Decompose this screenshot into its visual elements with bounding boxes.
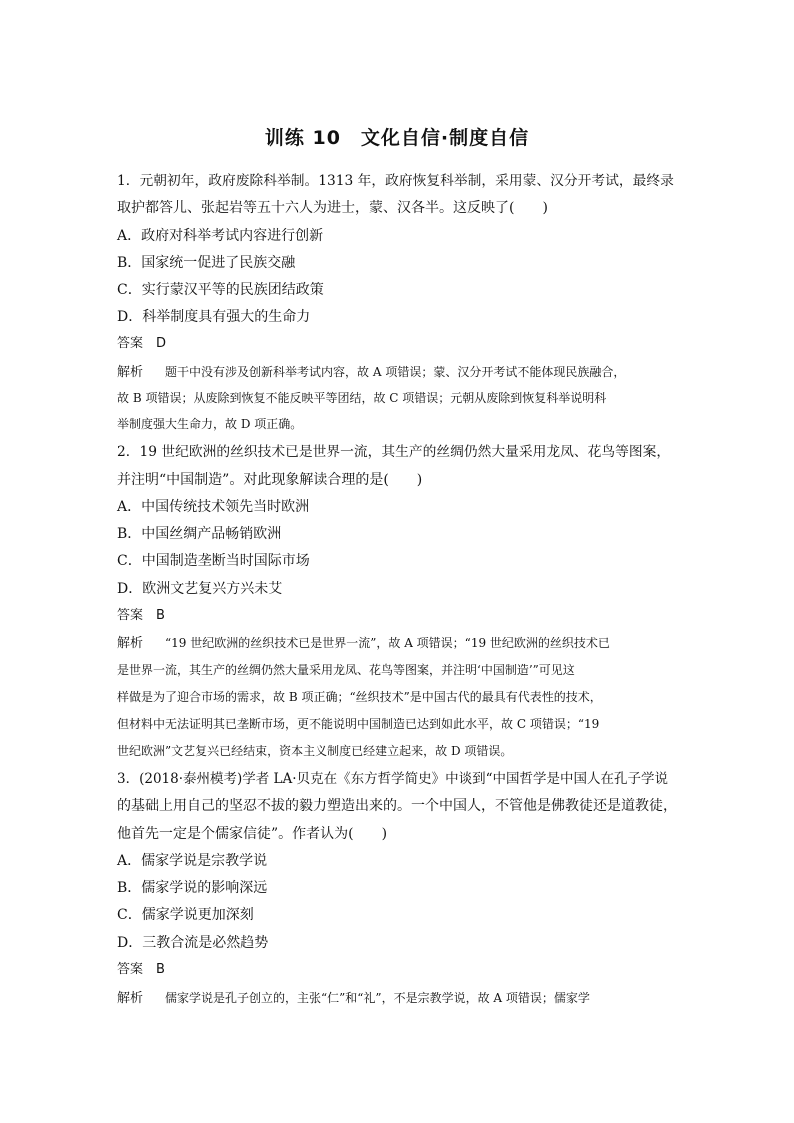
analysis-line [117,989,679,1008]
analysis-text: “19 世纪欧洲的丝织技术已是世界一流”，故 A 项错误；“19 世纪欧洲的丝织技术已 [165,636,610,650]
analysis-line [117,363,679,382]
option-c: C．儒家学说更加深刻 [117,907,254,923]
analysis-label: 解析 [117,991,144,1006]
question-stem-line: 2．19 世纪欧洲的丝织技术已是世界一流，其生产的丝绸仍然大量采用龙凤、花鸟等图案， [117,444,671,460]
analysis-line: 是世界一流，其生产的丝绸仍然大量采用龙凤、花鸟等图案，并注明‘中国制造’”可见这 [117,663,575,677]
analysis-label: 解析 [117,365,144,380]
option-d: D．三教合流是必然趋势 [117,935,269,951]
analysis-line: 但材料中无法证明其已垄断市场，更不能说明中国制造已达到如此水平，故 C 项错误；“19 [117,717,600,731]
answer-label: 答案 [117,608,144,623]
option-b: B．儒家学说的影响深远 [117,880,268,896]
answer-line [117,335,166,353]
option-b: B．中国丝绸产品畅销欧洲 [117,526,282,542]
answer-line [117,961,165,979]
option-d: D．欧洲文艺复兴方兴未艾 [117,581,283,597]
page-title: 训练 10 文化自信·制度自信 [264,127,530,149]
answer-value: B [156,608,165,623]
analysis-line: 样做是为了迎合市场的需求，故 B 项正确；“丝织技术”是中国古代的最具有代表性的技术， [117,690,602,704]
option-c: C．实行蒙汉平等的民族团结政策 [117,282,324,298]
question-stem-line: 他首先一定是个儒家信徒”。作者认为( ) [117,826,388,842]
analysis-text: 题干中没有涉及创新科举考试内容，故 A 项错误；蒙、汉分开考试不能体现民族融合， [165,365,626,379]
analysis-line [117,634,679,653]
answer-line [117,607,165,625]
analysis-line: 故 B 项错误；从废除到恢复不能反映平等团结，故 C 项错误；元朝从废除到恢复科举说明科 [117,391,607,405]
question-stem-line: 取护都答儿、张起岩等五十六人为进士，蒙、汉各半。这反映了( ) [117,200,548,216]
analysis-text: 儒家学说是孔子创立的，主张“仁”和“礼”，不是宗教学说，故 A 项错误；儒家学 [165,991,590,1005]
answer-value: B [156,962,165,977]
option-a: A．儒家学说是宗教学说 [117,853,268,869]
question-stem-line: 3．(2018·泰州模考)学者 LA·贝克在《东方哲学简史》中谈到“中国哲学是中国人在孔子学说 [117,771,668,787]
question-stem-line: 1．元朝初年，政府废除科举制。1313 年，政府恢复科举制，采用蒙、汉分开考试，最终录 [117,173,674,189]
answer-value: D [156,336,167,351]
analysis-line: 世纪欧洲”文艺复兴已经结束，资本主义制度已经建立起来，故 D 项错误。 [117,744,513,758]
analysis-label: 解析 [117,636,144,651]
question-stem-line: 的基础上用自己的坚忍不拔的毅力塑造出来的。一个中国人，不管他是佛教徒还是道教徒， [117,798,677,814]
answer-label: 答案 [117,336,144,351]
answer-label: 答案 [117,962,144,977]
option-a: A．政府对科举考试内容进行创新 [117,228,324,244]
option-c: C．中国制造垄断当时国际市场 [117,553,310,569]
option-d: D．科举制度具有强大的生命力 [117,309,311,325]
option-a: A．中国传统技术领先当时欧洲 [117,499,310,515]
question-stem-line: 并注明“中国制造”。对此现象解读合理的是( ) [117,472,423,488]
option-b: B．国家统一促进了民族交融 [117,255,296,271]
analysis-line: 举制度强大生命力，故 D 项正确。 [117,417,303,431]
